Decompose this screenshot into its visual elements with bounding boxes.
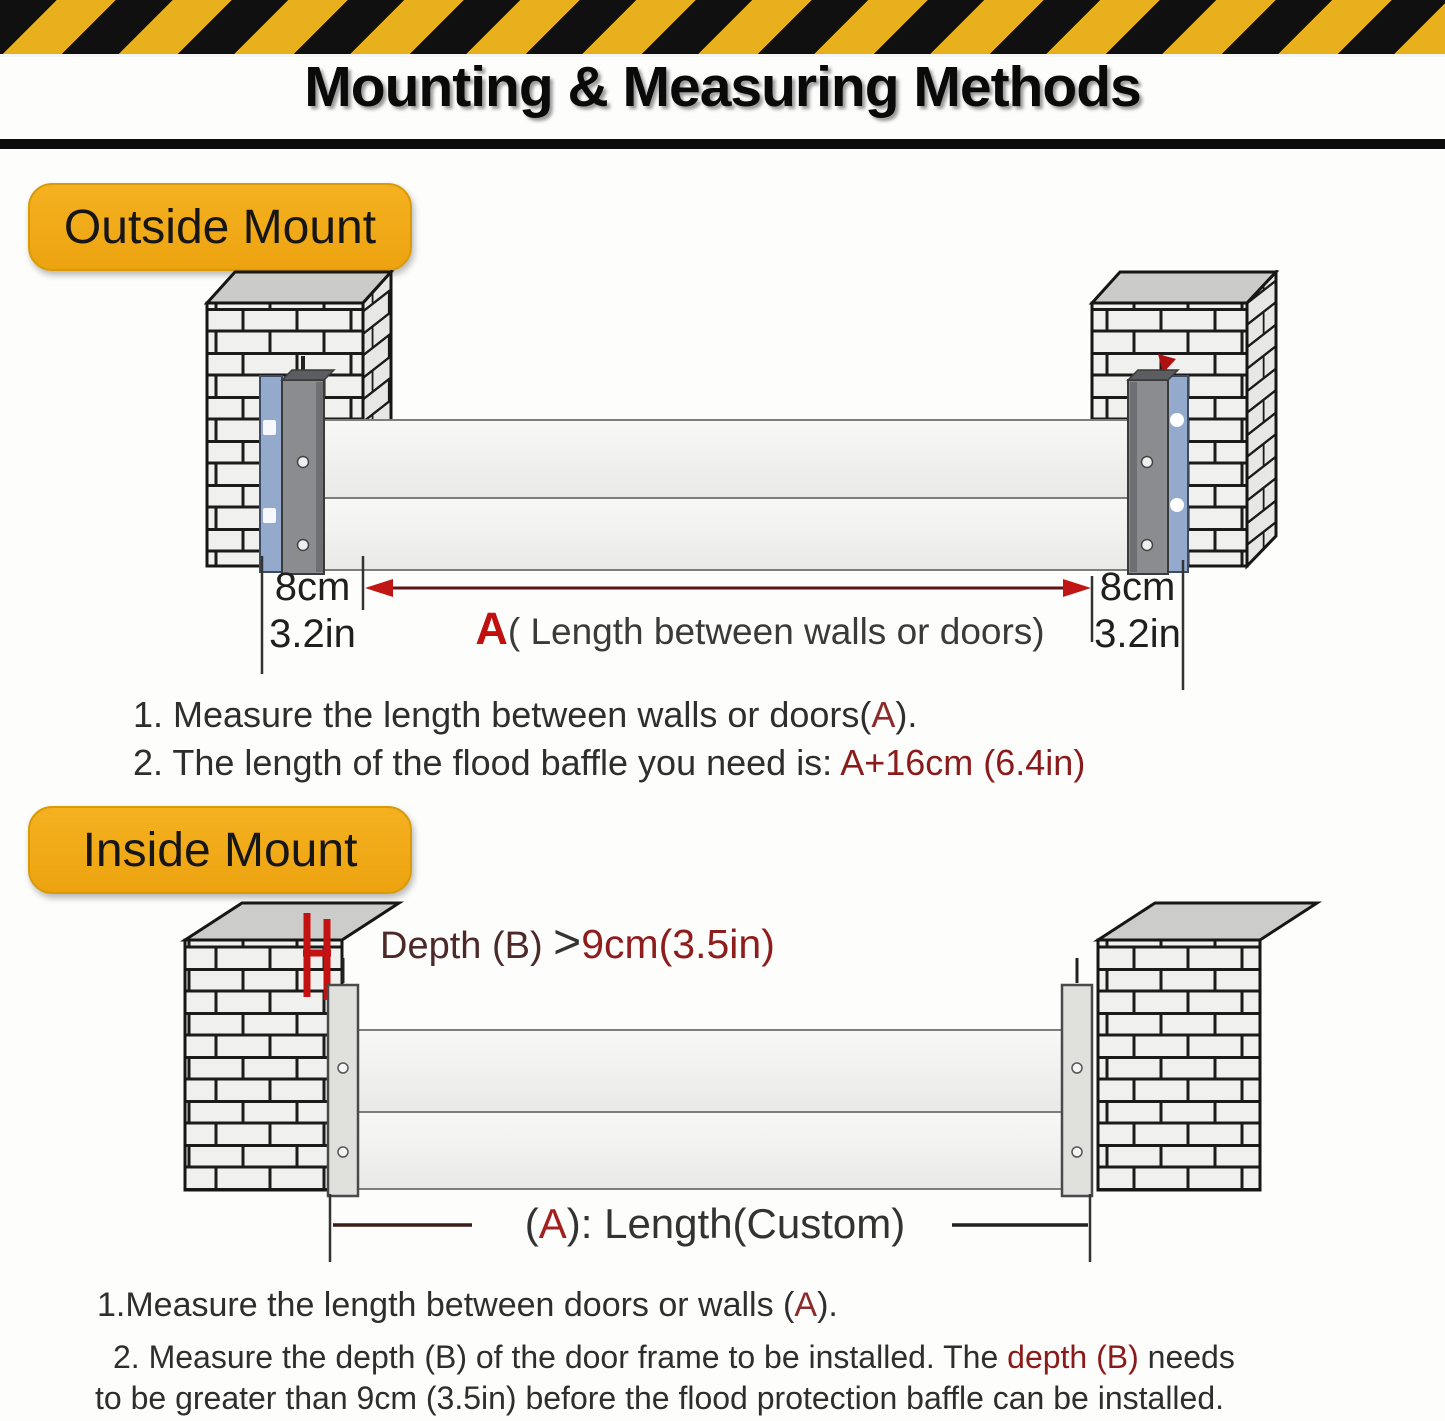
screw-hole: [1072, 1063, 1082, 1073]
right-pillar-cap: [1098, 903, 1317, 940]
screw-hole: [338, 1063, 348, 1073]
outside-step-1: 1. Measure the length between walls or doors(A).: [133, 694, 918, 735]
length-letter: A: [475, 603, 508, 654]
title-underline-bar: [0, 139, 1445, 149]
right-offset-cm: 8cm: [1099, 565, 1176, 609]
inside-step-2-line2: to be greater than 9cm (3.5in) before the flood protection baffle can be installed.: [95, 1380, 1225, 1416]
left-offset-cm: 8cm: [274, 565, 351, 609]
arrow-head-right-icon: [1063, 579, 1091, 597]
right-pillar-side: [1247, 272, 1276, 566]
left-offset-in: 3.2in: [269, 612, 356, 656]
hazard-stripe-banner: [0, 0, 1445, 57]
outside-mount-badge-label: Outside Mount: [63, 200, 377, 254]
screw-hole: [298, 457, 309, 468]
left-pillar-cap: [207, 272, 391, 303]
left-pillar-cap: [185, 903, 399, 940]
left-seal-strip: [260, 376, 282, 572]
right-channel-bracket: [1062, 958, 1092, 1196]
screw-hole: [1142, 540, 1153, 551]
screw-hole: [338, 1147, 348, 1157]
length-between-walls-label: [400, 603, 1120, 655]
custom-length-label: (A): Length(Custom): [524, 1200, 906, 1247]
right-pillar-cap: [1092, 272, 1276, 303]
outside-step-2: 2. The length of the flood baffle you need is: A+16cm (6.4in): [133, 742, 1086, 783]
inside-mount-badge: [28, 806, 412, 894]
outside-mount-badge: [28, 183, 412, 271]
left-channel-bracket: [328, 958, 358, 1196]
flood-barrier-panel: [358, 1030, 1064, 1189]
depth-requirement-label: Depth (B) >9cm(3.5in): [380, 916, 775, 969]
arrow-head-left-icon: [365, 579, 393, 597]
inside-step-1: 1.Measure the length between doors or walls (A).: [97, 1286, 838, 1324]
inside-mount-badge-label: Inside Mount: [82, 823, 358, 877]
right-pillar-front: [1098, 940, 1260, 1190]
right-brick-pillar: [1098, 903, 1317, 1190]
page-title: Mounting & Measuring Methods: [304, 55, 1141, 119]
screw-hole: [1142, 457, 1153, 468]
screw-hole: [298, 540, 309, 551]
left-pillar-front: [185, 940, 342, 1190]
length-text: ( Length between walls or doors): [507, 611, 1045, 652]
inside-step-2-line1: 2. Measure the depth (B) of the door frame to be installed. The depth (B) needs: [113, 1339, 1235, 1375]
right-offset-in: 3.2in: [1094, 612, 1181, 656]
screw-hole: [1072, 1147, 1082, 1157]
flood-barrier-panel: [324, 420, 1130, 570]
